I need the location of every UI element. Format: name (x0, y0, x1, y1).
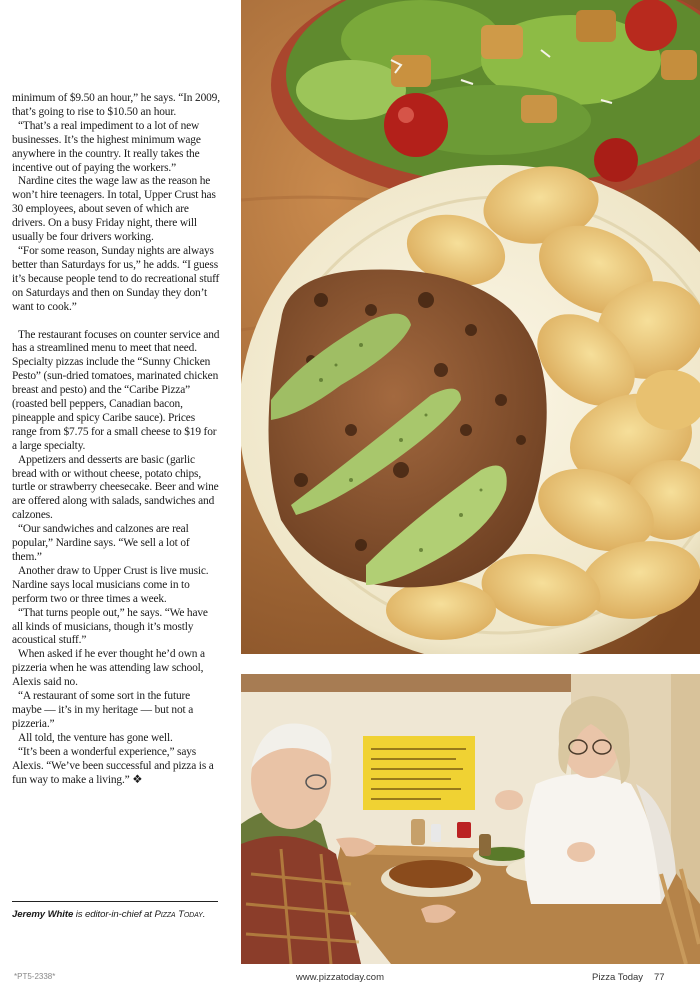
article-paragraph: The restaurant focuses on counter service and has a streamlined menu to meet that need. Specialty pizzas include the “Sunny Chicken Pesto” (sun-dried tomatoes, marinated chicken breast and pesto) and the “Caribe Pizza” (roasted bell peppers, Canadian bacon, pineapple and spicy Caribe sauce). Prices range from $7.75 for a small cheese to $19 for a large specialty. (12, 328, 220, 452)
article-paragraph: “For some reason, Sunday nights are always better than Saturdays for us,” he adds. “I guess it’s because people tend to do recreational stuff on Saturdays and then on Sunday they don’t want to cook.” (12, 244, 220, 313)
footer-url[interactable]: www.pizzatoday.com (296, 972, 384, 983)
article-column (12, 92, 220, 787)
author-byline (12, 909, 222, 920)
author-name: Jeremy White (12, 909, 74, 920)
calzone-with-pesto-and-chips-photo (241, 0, 700, 654)
page-footer (0, 972, 700, 984)
footer-magazine-name: Pizza Today (592, 972, 644, 983)
article-paragraph: “That’s a real impediment to a lot of new businesses. It’s the highest minimum wage anywhere in the country. It really takes the incentive out of paying the workers.” (12, 119, 201, 174)
footer-code: *PT5-2338* (14, 972, 56, 981)
page-number: 77 (654, 972, 665, 983)
article-paragraph: All told, the venture has gone well. (18, 731, 173, 744)
article-paragraph: minimum of $9.50 an hour,” he says. “In 2009, that’s going to rise to $10.50 an hour. (12, 92, 220, 118)
article-paragraph: Nardine cites the wage law as the reason he won’t hire teenagers. In total, Upper Crust has 30 employees, about seven of which are drivers. On a busy Friday night, there will usually be four drivers working. (12, 175, 216, 244)
article-paragraph: “It’s been a wonderful experience,” says Alexis. “We’ve been successful and pizza is a fun way to make a living.” ❖ (12, 745, 214, 786)
byline-divider (12, 901, 218, 902)
diners-at-restaurant-table-photo (241, 674, 700, 964)
article-paragraph: “A restaurant of some sort in the future maybe — it’s in my heritage — but not a pizzeria.” (12, 690, 194, 730)
article-paragraph: Another draw to Upper Crust is live music. Nardine says local musicians come in to perform two or three times a week. (12, 564, 209, 605)
byline-text: is editor-in-chief at (73, 909, 155, 920)
publication-name: Pizza Today. (154, 909, 206, 920)
article-paragraph: Appetizers and desserts are basic (garlic bread with or without cheese, potato chips, turtle or strawberry cheesecake. Beer and wine are offered along with salads, sandwiches and calzones. (12, 453, 219, 522)
article-paragraph: When asked if he ever thought he’d own a pizzeria when he was attending law school, Alexis said no. (12, 648, 205, 689)
article-paragraph: “That turns people out,” he says. “We have all kinds of musicians, though it’s mostly acoustical stuff.” (12, 606, 208, 647)
diners-illustration (241, 674, 700, 964)
article-paragraph: “Our sandwiches and calzones are real popular,” Nardine says. “We sell a lot of them.” (12, 523, 190, 563)
food-illustration (241, 0, 700, 654)
